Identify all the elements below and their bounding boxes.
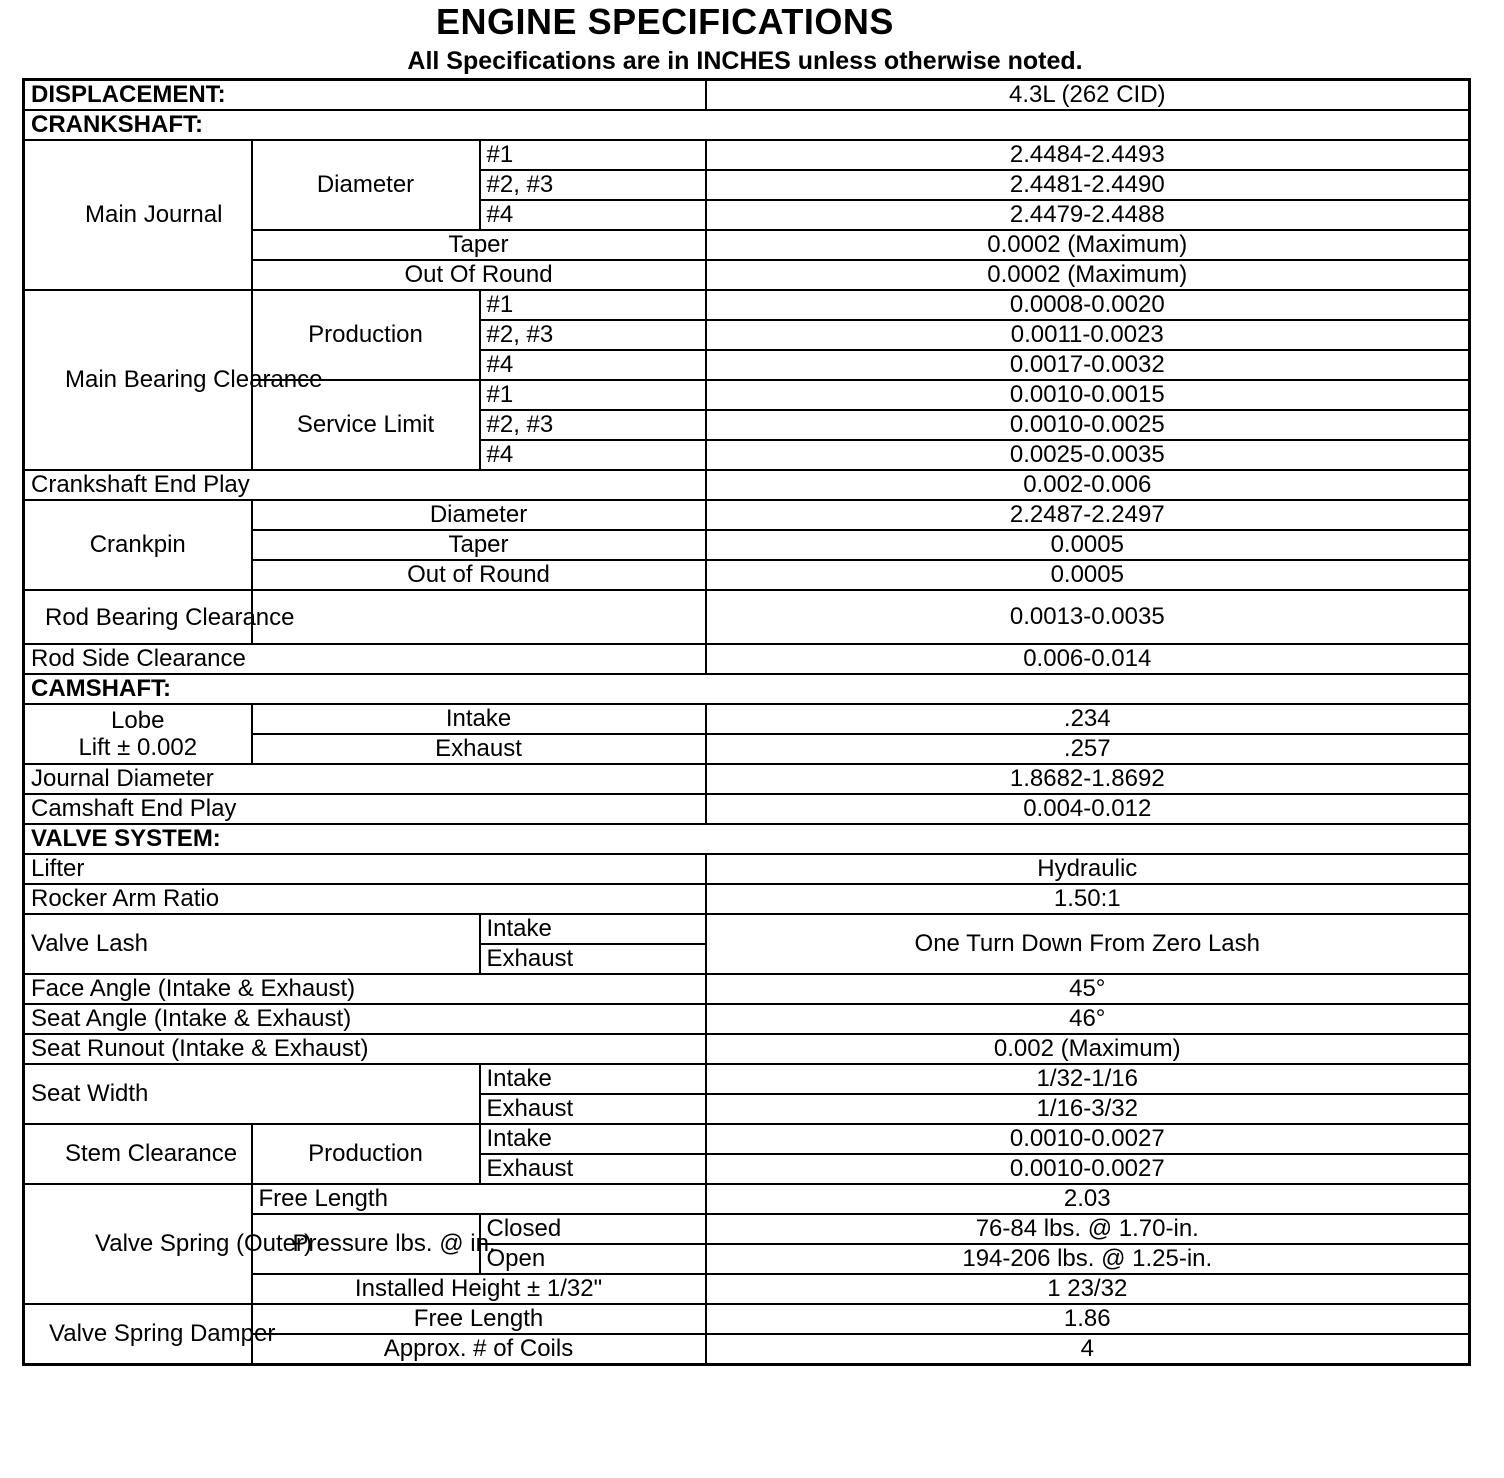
stem-exhaust-value: 0.0010-0.0027 [706,1154,1470,1184]
position-label: #2, #3 [480,170,706,200]
main-journal-diameter-label: Diameter [252,140,480,230]
empty-cell [252,590,706,644]
table-row [24,140,1470,170]
section-header-row [24,824,1470,854]
crankpin-diameter-value: 2.2487-2.2497 [706,500,1470,530]
position-label: #2, #3 [480,320,706,350]
intake-label: Intake [252,704,706,734]
seat-angle-label: Seat Angle (Intake & Exhaust) [24,1004,706,1034]
seat-angle-value: 46° [706,1004,1470,1034]
intake-label: Intake [480,1064,706,1094]
lobe-intake-value: .234 [706,704,1470,734]
stem-intake-value: 0.0010-0.0027 [706,1124,1470,1154]
valve-lash-label: Valve Lash [24,914,480,974]
free-length-value: 2.03 [706,1184,1470,1214]
position-label: #1 [480,380,706,410]
position-label: #4 [480,350,706,380]
rod-side-label: Rod Side Clearance [24,644,706,674]
crankshaft-header: CRANKSHAFT: [24,110,1470,140]
rod-bearing-label: Rod Bearing Clearance [24,590,252,644]
table-row [24,590,1470,644]
seat-width-label: Seat Width [24,1064,480,1124]
damper-free-length-value: 1.86 [706,1304,1470,1334]
table-row [24,470,1470,500]
production-label: Production [252,290,480,380]
table-row [24,80,1470,111]
lobe-label: Lobe [111,707,165,734]
camshaft-end-play-label: Camshaft End Play [24,794,706,824]
table-row [24,290,1470,320]
displacement-value: 4.3L (262 CID) [706,80,1470,111]
rocker-ratio-label: Rocker Arm Ratio [24,884,706,914]
exhaust-label: Exhaust [480,1094,706,1124]
camshaft-header: CAMSHAFT: [24,674,1470,704]
free-length-label: Free Length [252,1184,706,1214]
main-journal-taper-value: 0.0002 (Maximum) [706,230,1470,260]
exhaust-label: Exhaust [480,944,706,974]
crankpin-oor-label: Out of Round [252,560,706,590]
closed-value: 76-84 lbs. @ 1.70-in. [706,1214,1470,1244]
page-title: ENGINE SPECIFICATIONS [436,1,894,42]
lobe-lift-label [24,704,252,764]
spec-value: 0.0010-0.0025 [706,410,1470,440]
table-row [24,1064,1470,1094]
seat-width-exhaust-value: 1/16-3/32 [706,1094,1470,1124]
seat-runout-value: 0.002 (Maximum) [706,1034,1470,1064]
spec-value: 0.0017-0.0032 [706,350,1470,380]
valve-lash-value: One Turn Down From Zero Lash [706,914,1470,974]
spec-value: 0.0011-0.0023 [706,320,1470,350]
crankshaft-end-play-value: 0.002-0.006 [706,470,1470,500]
table-row [24,704,1470,734]
spec-value: 2.4479-2.4488 [706,200,1470,230]
valve-spring-damper-label: Valve Spring Damper [24,1304,252,1365]
rocker-ratio-value: 1.50:1 [706,884,1470,914]
position-label: #2, #3 [480,410,706,440]
position-label: #1 [480,140,706,170]
table-row [24,500,1470,530]
main-bearing-clearance-label: Main Bearing Clearance [24,290,252,470]
table-row [24,914,1470,944]
section-header-row [24,674,1470,704]
lobe-exhaust-value: .257 [706,734,1470,764]
crankpin-taper-label: Taper [252,530,706,560]
table-row [24,1034,1470,1064]
lifter-value: Hydraulic [706,854,1470,884]
damper-free-length-label: Free Length [252,1304,706,1334]
journal-diameter-value: 1.8682-1.8692 [706,764,1470,794]
spec-value: 2.4481-2.4490 [706,170,1470,200]
intake-label: Intake [480,1124,706,1154]
coils-value: 4 [706,1334,1470,1365]
seat-width-intake-value: 1/32-1/16 [706,1064,1470,1094]
section-header-row [24,110,1470,140]
displacement-label: DISPLACEMENT: [24,80,706,111]
face-angle-value: 45° [706,974,1470,1004]
exhaust-label: Exhaust [252,734,706,764]
position-label: #1 [480,290,706,320]
spec-value: 0.0008-0.0020 [706,290,1470,320]
main-journal-oor-label: Out Of Round [252,260,706,290]
table-row [24,644,1470,674]
crankpin-diameter-label: Diameter [252,500,706,530]
seat-runout-label: Seat Runout (Intake & Exhaust) [24,1034,706,1064]
table-row [24,1124,1470,1154]
intake-label: Intake [480,914,706,944]
main-journal-oor-value: 0.0002 (Maximum) [706,260,1470,290]
camshaft-end-play-value: 0.004-0.012 [706,794,1470,824]
crankpin-label: Crankpin [24,500,252,590]
open-label: Open [480,1244,706,1274]
valve-system-header: VALVE SYSTEM: [24,824,1470,854]
table-row [24,1004,1470,1034]
lift-label: Lift ± 0.002 [78,734,198,761]
open-value: 194-206 lbs. @ 1.25-in. [706,1244,1470,1274]
installed-height-label: Installed Height ± 1/32" [252,1274,706,1304]
coils-label: Approx. # of Coils [252,1334,706,1365]
main-journal-taper-label: Taper [252,230,706,260]
table-row [24,1184,1470,1214]
face-angle-label: Face Angle (Intake & Exhaust) [24,974,706,1004]
engine-spec-table [22,78,1471,1366]
rod-bearing-value: 0.0013-0.0035 [706,590,1470,644]
crankpin-oor-value: 0.0005 [706,560,1470,590]
table-row [24,764,1470,794]
valve-spring-outer-label: Valve Spring (Outer) [24,1184,252,1304]
production-label: Production [252,1124,480,1184]
table-row [24,974,1470,1004]
spec-value: 2.4484-2.4493 [706,140,1470,170]
spec-value: 0.0025-0.0035 [706,440,1470,470]
exhaust-label: Exhaust [480,1154,706,1184]
closed-label: Closed [480,1214,706,1244]
stem-clearance-label: Stem Clearance [24,1124,252,1184]
journal-diameter-label: Journal Diameter [24,764,706,794]
crankpin-taper-value: 0.0005 [706,530,1470,560]
lifter-label: Lifter [24,854,706,884]
crankshaft-end-play-label: Crankshaft End Play [24,470,706,500]
table-row [24,1304,1470,1334]
table-row [24,794,1470,824]
main-journal-label: Main Journal [24,140,252,290]
page-subtitle: All Specifications are in INCHES unless otherwise noted. [407,47,1083,75]
position-label: #4 [480,440,706,470]
rod-side-value: 0.006-0.014 [706,644,1470,674]
service-limit-label: Service Limit [252,380,480,470]
table-row [24,884,1470,914]
position-label: #4 [480,200,706,230]
spec-value: 0.0010-0.0015 [706,380,1470,410]
installed-height-value: 1 23/32 [706,1274,1470,1304]
pressure-label: Pressure lbs. @ in. [252,1214,480,1274]
table-row [24,854,1470,884]
